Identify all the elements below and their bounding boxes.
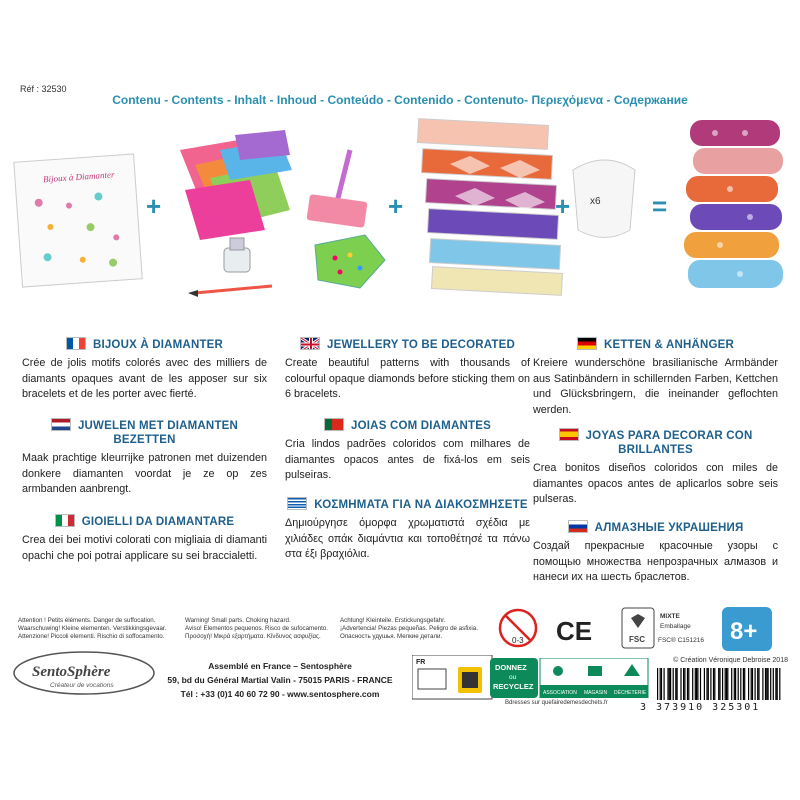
barcode-bar [777, 668, 778, 700]
barcode-bar [670, 668, 671, 700]
barcode-bar [714, 668, 715, 700]
barcode-bar [757, 668, 758, 700]
section-de [533, 337, 778, 418]
section-title: АЛМАЗНЫЕ УКРАШЕНИЯ [594, 522, 744, 534]
sheet-title: Bijoux à Diamanter [42, 169, 115, 185]
barcode-bar [688, 668, 689, 700]
assembled-line: Assemblé en France – Sentosphère [208, 661, 352, 671]
address-line: 59, bd du Général Martial Valin - 75015 PARIS - FRANCE [167, 675, 393, 685]
barcode-bar [661, 668, 662, 700]
section-title: BIJOUX À DIAMANTER [92, 339, 224, 351]
certification-badges [498, 606, 788, 656]
warning-line: Attention ! Petits éléments. Danger de suffocation. [18, 617, 156, 624]
warning-line: Warning! Small parts. Choking hazard. [185, 617, 291, 624]
barcode-bar [687, 668, 688, 700]
barcode-bar [766, 668, 767, 700]
section-nl [22, 418, 267, 498]
finished-bracelets [684, 120, 783, 288]
fr-tag: FR [416, 659, 426, 666]
barcode-bar [748, 668, 749, 700]
barcode-bar [684, 668, 685, 700]
company-address [160, 659, 400, 701]
fsc-code: FSC® C151216 [658, 637, 704, 644]
barcode-bar [751, 668, 752, 700]
eco-label: MAGASIN [584, 690, 608, 696]
age-warning-icon [500, 610, 536, 646]
barcode-bar [673, 668, 674, 700]
section-title: GIOIELLI DA DIAMANTARE [81, 516, 235, 528]
diamond-bags [180, 130, 292, 240]
barcode-bar [752, 668, 753, 700]
donnez-label: DONNEZ [495, 663, 527, 672]
age-badge-label: 8+ [730, 618, 758, 645]
phone-line: Tél : +33 (0)1 40 60 72 90 - www.sentosphere.com [180, 689, 380, 699]
flag-germany-icon [577, 337, 597, 350]
section-ru [533, 520, 778, 586]
barcode-bar [692, 668, 693, 700]
fsc-label: FSC [629, 635, 645, 644]
barcode-bar [765, 668, 766, 700]
barcode-bar [743, 668, 744, 700]
recyclez-label: RECYCLEZ [493, 682, 534, 691]
equals-sign: = [652, 191, 668, 221]
section-title: JOIAS COM DIAMANTES [351, 420, 491, 432]
warning-col-3 [340, 617, 490, 641]
section-text: Создай прекрасные красочные узоры с помощью множества непрозрачных алмазов и нанеси их на шесть браслетов. [533, 540, 778, 583]
multiplier: x6 [590, 196, 601, 207]
flag-uk-icon [300, 337, 320, 350]
contents-illustration [0, 110, 800, 310]
warning-line: Attenzione! Piccoli elementi. Rischio di soffocamento. [18, 633, 165, 640]
barcode-bar [738, 668, 739, 700]
barcode-bar [660, 668, 661, 700]
barcode-bar [740, 668, 741, 700]
eco-label: ASSOCIATION [543, 690, 577, 696]
brand-tagline: Créateur de vocations [50, 682, 114, 689]
flag-spain-icon [559, 428, 579, 441]
barcode-bar [779, 668, 780, 700]
barcode-bar [727, 668, 728, 700]
flag-italy-icon [55, 514, 75, 527]
section-text: Cria lindos padrões coloridos com milhares de diamantes opacos antes de fixá-los em seis pulseiras. [285, 438, 530, 481]
age-badge [722, 607, 772, 651]
barcode-bar [680, 668, 681, 700]
barcode-bar [664, 668, 665, 700]
barcode-bar [770, 668, 771, 700]
barcode-bar [719, 668, 720, 700]
plus-sign: + [555, 191, 571, 221]
barcode-bar [744, 668, 745, 700]
warning-line: Achtung! Kleinteile. Erstickungsgefahr. [340, 617, 446, 624]
product-contents-graphic [0, 110, 800, 310]
barcode-bar [731, 668, 732, 700]
barcode-bar [675, 668, 676, 700]
section-text: Δημιούργησε όμορφα χρωματιστά σχέδια με χιλιάδες οπάκ διαμάντια και τοποθέτησέ τα πάνω στα έξι βραχιόλια. [285, 517, 530, 560]
fsc-title: MIXTE [660, 613, 680, 620]
age-warning-label: 0-3 [512, 636, 524, 645]
flag-portugal-icon [324, 418, 344, 431]
section-text: Crea bonitos diseños coloridos con miles de diamantes opacos antes de aplicarlos sobre seis pulseras. [533, 462, 778, 505]
section-es [533, 428, 778, 508]
association-icon [553, 666, 563, 676]
barcode-number: 3 373910 325301 [640, 702, 761, 713]
contents-title: Contenu - Contents - Inhalt - Inhoud - Conteúdo - Contenido - Contenuto- Περιεχόμενα - Содержание [112, 93, 688, 107]
barcode-bar [726, 668, 727, 700]
instruction-sheet [14, 154, 142, 287]
fsc-logo [622, 608, 704, 648]
barcode-bar [713, 668, 714, 700]
plus-sign: + [146, 191, 162, 221]
section-gr [285, 497, 530, 563]
flag-netherlands-icon [51, 418, 71, 431]
flag-france-icon [66, 337, 86, 350]
warning-line: Опасность удушья. Мелкие детали. [340, 633, 443, 640]
barcode-bar [755, 668, 756, 700]
barcode-bar [768, 668, 769, 700]
barcode-bar [700, 668, 701, 700]
barcode-bar [696, 668, 697, 700]
ou-label: ou [509, 674, 517, 681]
brush [188, 286, 272, 297]
fsc-sub: Emballage [660, 623, 691, 630]
barcode-bar [697, 668, 698, 700]
reference-number: Réf : 32530 [20, 84, 67, 94]
warning-line: Waarschuwing! Kleine elementen. Verstikkingsgevaar. [18, 625, 167, 632]
pattern-strips [417, 119, 562, 296]
barcode-bar [704, 668, 705, 700]
glue-bottle [224, 238, 250, 272]
eco-url: Bdresses sur quefairedemesdechets.fr [505, 700, 608, 706]
section-text: Maak prachtige kleurrijke patronen met duizenden donkere diamanten voordat je ze op zes armbanden aanbrengt. [22, 452, 267, 495]
barcode [655, 668, 785, 702]
ce-mark-icon: CE [556, 616, 593, 646]
section-text: Crée de jolis motifs colorés avec des milliers de diamants opaques avant de les apposer sur six bracelets et de les porter avec fierté. [22, 357, 267, 400]
section-text: Kreiere wunderschöne brasilianische Armbänder aus Satinbändern in schillernden Farben, Kettchen und Glücksbringern, die ineinander geflochten werden. [533, 357, 778, 416]
eco-label: DÉCHETERIE [614, 690, 647, 696]
barcode-bar [773, 668, 774, 700]
recycling-info [490, 658, 650, 698]
copyright: © Création Véronique Debroise 2018 [673, 657, 788, 664]
barcode-bar [722, 668, 723, 700]
brand-logo [12, 650, 157, 701]
barcode-bar [708, 668, 709, 700]
section-title: JOYAS PARA DECORAR CON BRILLANTES [585, 430, 753, 456]
barcode-bar [734, 668, 735, 700]
plus-sign: + [388, 191, 404, 221]
barcode-bar [683, 668, 684, 700]
barcode-bar [667, 668, 668, 700]
warning-col-2 [185, 617, 335, 641]
flag-greece-icon [287, 497, 307, 510]
barcode-bar [710, 668, 711, 700]
section-text: Crea dei bei motivi colorati con migliaia di diamanti opachi che poi potrai applicare su sei braccialetti. [22, 534, 267, 562]
triman-logo [412, 655, 494, 701]
diamond-tray [315, 235, 385, 288]
warning-line: Προσοχή! Μικρά εξαρτήματα. Κίνδυνος ασφυξίας. [185, 633, 321, 640]
section-text: Create beautiful patterns with thousands of colourful opaque diamonds before sticking them on 6 bracelets. [285, 357, 530, 400]
barcode-bar [706, 668, 707, 700]
warning-line: Aviso! Elementos pequenos. Risco de sufocamento. [185, 625, 328, 632]
cuff-bracelet [573, 160, 635, 238]
barcode-bar [657, 668, 658, 700]
section-title: ΚΟΣΜΗΜΑΤΑ ΓΙΑ ΝΑ ΔΙΑΚΟΣΜΗΣΕΤΕ [314, 499, 528, 511]
barcode-bar [725, 668, 726, 700]
barcode-bar [677, 668, 678, 700]
flag-russia-icon [568, 520, 588, 533]
section-pt [285, 418, 530, 484]
barcode-bar [758, 668, 759, 700]
warning-col-1 [18, 617, 168, 641]
barcode-bar [775, 668, 776, 700]
section-en [285, 337, 530, 403]
section-title: JEWELLERY TO BE DECORATED [327, 339, 515, 351]
barcode-bar [718, 668, 719, 700]
shop-icon [588, 666, 602, 676]
section-title: JUWELEN MET DIAMANTEN BEZETTEN [77, 420, 239, 446]
brand-name: SentoSphère [32, 664, 111, 680]
barcode-bar [669, 668, 670, 700]
warning-line: ¡Advertencia! Piezas pequeñas. Peligro de asfixia. [340, 625, 478, 632]
barcode-bar [735, 668, 736, 700]
barcode-bar [695, 668, 696, 700]
barcode-bar [762, 668, 763, 700]
section-it [22, 514, 267, 564]
section-fr [22, 337, 267, 403]
applicator-pen [306, 150, 367, 228]
section-title: KETTEN & ANHÄNGER [603, 339, 735, 351]
